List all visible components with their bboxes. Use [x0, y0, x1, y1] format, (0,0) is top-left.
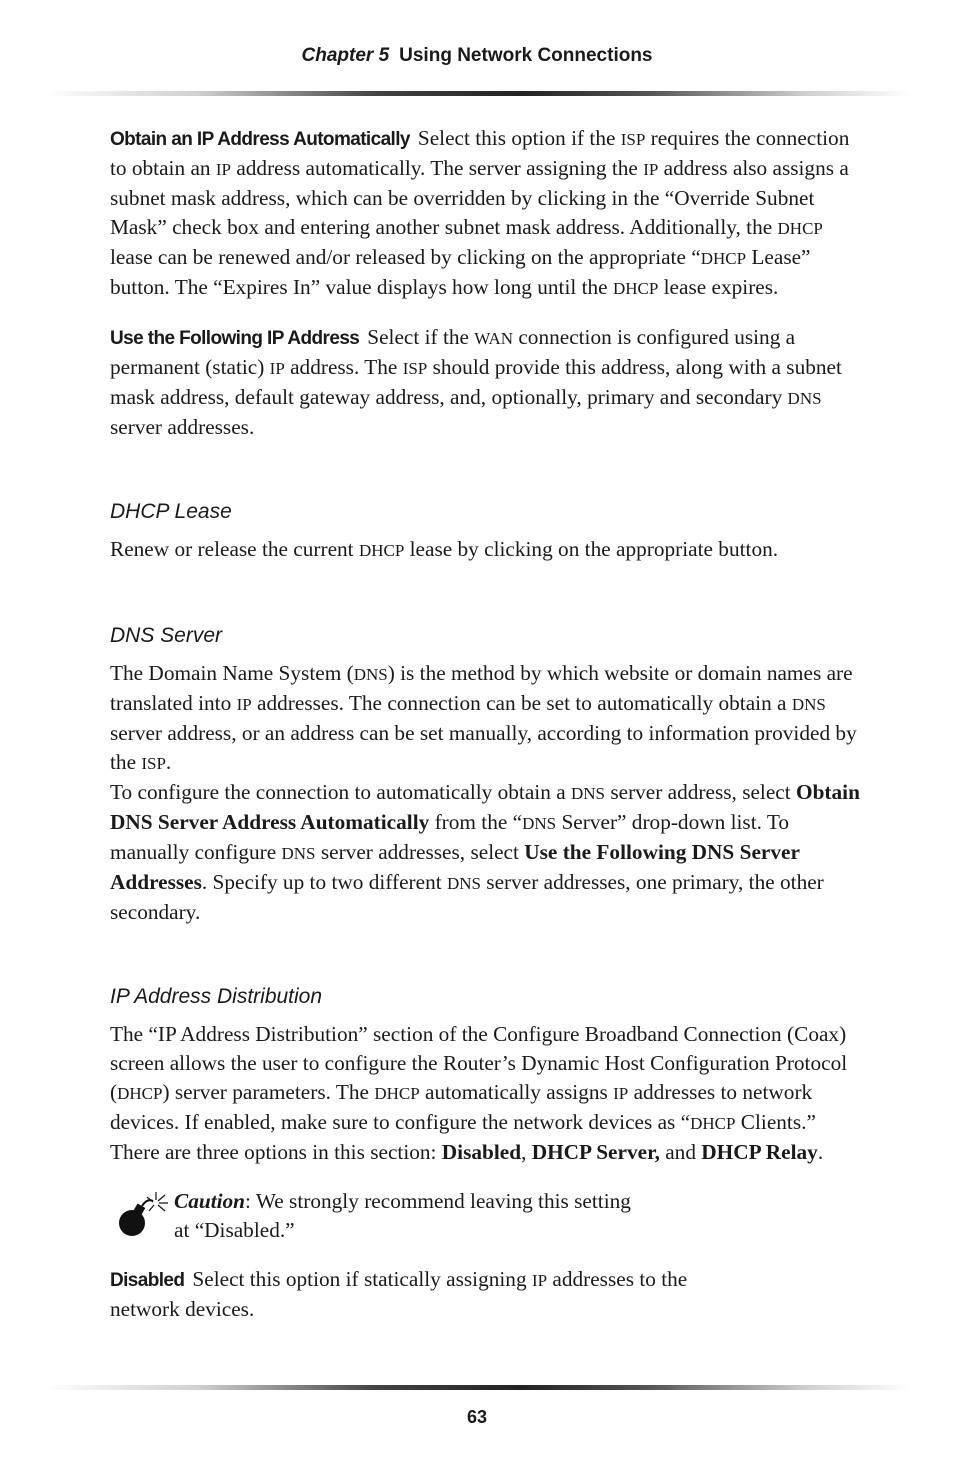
text: addresses to the: [547, 1267, 688, 1291]
text: address also assigns a subnet mask address, which can be overridden by clicking in the “Override Subnet Mask” check box and entering another subnet mask address. Additionally, the: [110, 156, 849, 239]
acronym: DNS: [281, 844, 316, 863]
text: lease can be renewed and/or released by clicking on the appropriate “: [110, 245, 701, 269]
text: server address, or an address can be set manually, according to information provided by the: [110, 721, 857, 774]
chapter-label: Chapter 5: [301, 45, 390, 66]
text: ) server parameters. The: [162, 1080, 375, 1104]
acronym: ISP: [141, 754, 166, 773]
acronym: DHCP: [700, 249, 747, 268]
disabled-paragraph: [110, 1265, 870, 1324]
text: The Domain Name System (: [110, 661, 354, 685]
text: addresses to network devices. If enabled, make sure to configure the network devices as “: [110, 1080, 813, 1134]
acronym: IP: [215, 160, 231, 179]
text: address automatically. The server assigning the: [231, 156, 644, 180]
caution-line-2: at “Disabled.”: [174, 1218, 295, 1242]
run-in-heading: Obtain an IP Address Automatically: [110, 129, 410, 150]
text: server addresses, one primary, the other secondary.: [110, 870, 824, 924]
text: addresses. The connection can be set to automatically obtain a: [251, 691, 792, 715]
text: ,: [521, 1140, 532, 1164]
text: To configure the connection to automatically obtain a: [110, 780, 571, 804]
acronym: IP: [236, 695, 252, 714]
text: . Specify up to two different: [201, 870, 447, 894]
text: Renew or release the current: [110, 537, 359, 561]
text: Select if the: [367, 325, 475, 349]
acronym: DNS: [522, 814, 557, 833]
text: Select this option if statically assigning: [192, 1267, 532, 1291]
acronym: WAN: [474, 329, 514, 348]
chapter-title: Using Network Connections: [399, 45, 653, 66]
option-name: DHCP Server,: [531, 1140, 660, 1164]
dhcp-lease-heading: DHCP Lease: [110, 500, 232, 523]
option-name: DHCP Relay: [701, 1140, 818, 1164]
acronym: DHCP: [690, 1114, 736, 1133]
header-rule: [44, 91, 910, 96]
acronym: DHCP: [117, 1084, 163, 1103]
text: address. The: [284, 355, 403, 379]
dns-server-paragraph-1: [110, 659, 870, 778]
text: lease by clicking on the appropriate button.: [404, 537, 779, 561]
acronym: DNS: [787, 389, 822, 408]
acronym: IP: [531, 1271, 548, 1290]
text: .: [165, 750, 172, 774]
run-in-heading: Disabled: [110, 1270, 185, 1291]
text: : We strongly recommend leaving this setting: [245, 1189, 631, 1213]
acronym: IP: [613, 1084, 629, 1103]
text: should provide this address, along with a subnet mask address, default gateway address, and, optionally, primary and secondary: [110, 355, 842, 409]
bomb-icon: [116, 1191, 172, 1239]
acronym: ISP: [620, 130, 646, 149]
acronym: IP: [643, 160, 659, 179]
text: Lease” button. The “Expires In” value displays how long until the: [110, 245, 811, 299]
text: network devices.: [110, 1297, 255, 1321]
dns-server-heading: DNS Server: [110, 624, 223, 647]
text: server address, select: [605, 780, 796, 804]
obtain-ip-automatically-paragraph: [110, 124, 870, 303]
acronym: DNS: [791, 695, 826, 714]
acronym: DHCP: [358, 541, 405, 560]
acronym: DNS: [570, 784, 605, 803]
text: requires the connection to obtain an: [110, 126, 850, 180]
text: Clients.” There are three options in this section:: [110, 1110, 816, 1164]
text: server addresses.: [110, 415, 255, 439]
text: connection is configured using a permanent (static): [110, 325, 796, 379]
text: server addresses, select: [315, 840, 525, 864]
acronym: DHCP: [777, 219, 823, 238]
acronym: ISP: [402, 359, 428, 378]
footer-rule: [44, 1385, 910, 1390]
text: ) is the method by which website or domain names are translated into: [110, 661, 853, 715]
acronym: DHCP: [612, 279, 659, 298]
text: and: [659, 1140, 702, 1164]
page-number: 63: [466, 1407, 488, 1427]
ip-distribution-paragraph: [110, 1020, 870, 1167]
caution-note: [110, 1187, 870, 1245]
text: from the “: [429, 810, 523, 834]
text: .: [817, 1140, 824, 1164]
acronym: DNS: [446, 874, 481, 893]
text: lease expires.: [658, 275, 779, 299]
acronym: DNS: [353, 665, 388, 684]
option-name: Use the Following DNS Server Addresses: [110, 840, 800, 894]
option-name: Disabled: [441, 1140, 522, 1164]
text: automatically assigns: [419, 1080, 614, 1104]
run-in-heading: Use the Following IP Address: [110, 328, 360, 349]
acronym: DHCP: [374, 1084, 420, 1103]
page-header: [0, 45, 954, 67]
dhcp-lease-paragraph: [110, 535, 870, 565]
option-name: Obtain DNS Server Address Automatically: [110, 780, 860, 834]
dns-server-paragraph-2: [110, 778, 870, 927]
caution-label: Caution: [174, 1189, 246, 1213]
use-following-ip-paragraph: [110, 323, 870, 442]
text: Select this option if the: [417, 126, 621, 150]
caution-line-1: [174, 1187, 870, 1216]
acronym: IP: [269, 359, 285, 378]
text: Server” drop-down list. To manually configure: [110, 810, 790, 864]
ip-distribution-heading: IP Address Distribution: [110, 985, 323, 1008]
text: The “IP Address Distribution” section of the Configure Broadband Connection (Coax) screen allows the user to configure the Router’s Dynamic Host Configuration Protocol (: [110, 1022, 848, 1104]
page-body: [110, 124, 870, 1324]
